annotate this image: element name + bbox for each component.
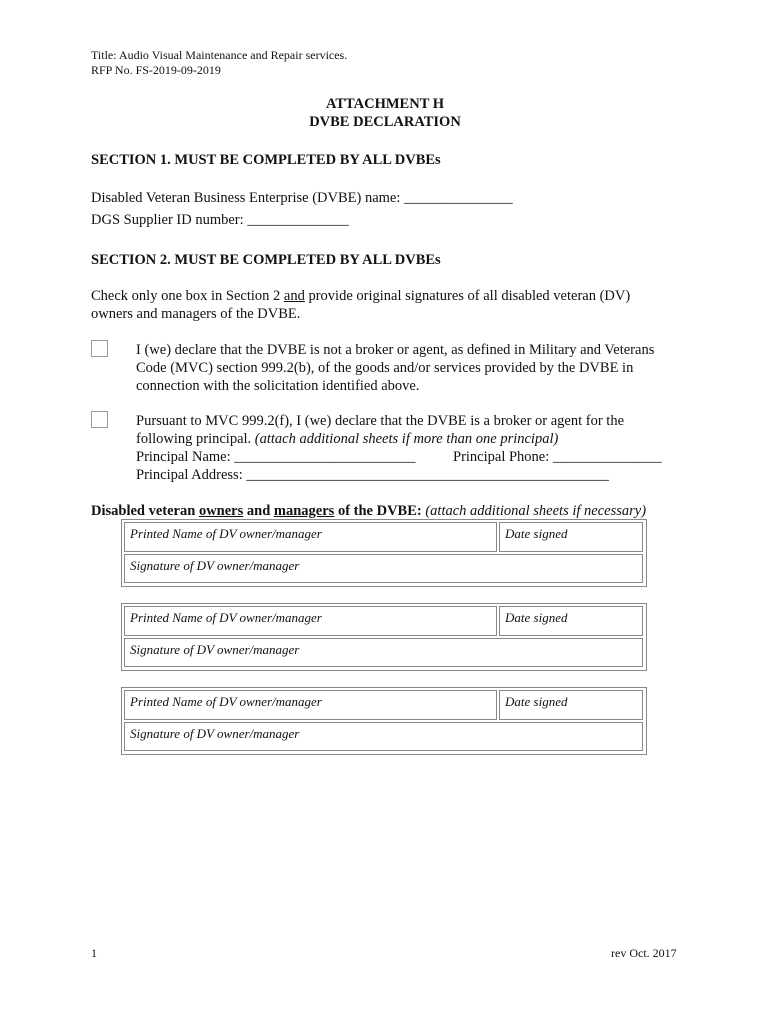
date-signed-field[interactable]: Date signed bbox=[499, 690, 643, 720]
not-broker-checkbox[interactable] bbox=[91, 340, 108, 357]
option2-line2-text: following principal. bbox=[136, 431, 255, 447]
signature-field[interactable]: Signature of DV owner/manager bbox=[124, 554, 643, 583]
date-signed-field[interactable]: Date signed bbox=[499, 522, 643, 552]
broker-agent-checkbox[interactable] bbox=[91, 411, 108, 428]
printed-name-field[interactable]: Printed Name of DV owner/manager bbox=[124, 522, 497, 552]
principal-name-field[interactable]: Principal Name: _________________________ bbox=[136, 449, 416, 465]
attachment-heading: ATTACHMENT H bbox=[325, 96, 445, 112]
principal-address-field[interactable]: Principal Address: __________________________________________________ bbox=[136, 467, 609, 483]
revision-date: rev Oct. 2017 bbox=[611, 946, 677, 960]
supplier-id-field[interactable]: DGS Supplier ID number: ______________ bbox=[91, 212, 349, 228]
owners-heading-a: Disabled veteran bbox=[91, 503, 199, 519]
section2-heading: SECTION 2. MUST BE COMPLETED BY ALL DVBEs bbox=[91, 252, 441, 268]
owners-heading-note: (attach additional sheets if necessary) bbox=[425, 503, 647, 519]
option1-line2: Code (MVC) section 999.2(b), of the goods and/or services provided by the DVBE in bbox=[136, 360, 634, 376]
dvbe-name-field[interactable]: Disabled Veteran Business Enterprise (DVBE) name: _______________ bbox=[91, 190, 513, 206]
option2-line2-note: (attach additional sheets if more than one principal) bbox=[254, 431, 559, 447]
option1-line1: I (we) declare that the DVBE is not a broker or agent, as defined in Military and Veterans bbox=[136, 342, 655, 358]
printed-name-field[interactable]: Printed Name of DV owner/manager bbox=[124, 606, 497, 636]
owners-heading-managers: managers bbox=[273, 503, 335, 519]
instr-and: and bbox=[283, 288, 305, 304]
date-signed-field[interactable]: Date signed bbox=[499, 606, 643, 636]
principal-phone-field[interactable]: Principal Phone: _______________ bbox=[453, 449, 662, 465]
signature-field[interactable]: Signature of DV owner/manager bbox=[124, 722, 643, 751]
owners-heading-owners: owners bbox=[198, 503, 244, 519]
signature-block bbox=[121, 603, 647, 671]
section2-instructions bbox=[91, 288, 630, 305]
rfp-number: RFP No. FS-2019-09-2019 bbox=[91, 63, 221, 77]
option2-line2 bbox=[136, 431, 558, 448]
owners-heading bbox=[91, 503, 646, 520]
instr-text-b: provide original signatures of all disabled veteran (DV) bbox=[304, 288, 631, 304]
declaration-heading: DVBE DECLARATION bbox=[309, 114, 461, 130]
section1-heading: SECTION 1. MUST BE COMPLETED BY ALL DVBEs bbox=[91, 152, 441, 168]
document-title-line: Title: Audio Visual Maintenance and Repair services. bbox=[91, 48, 348, 62]
signature-block bbox=[121, 687, 647, 755]
owners-heading-b: of the DVBE: bbox=[334, 503, 426, 519]
instr-text-a: Check only one box in Section 2 bbox=[91, 288, 284, 304]
signature-block bbox=[121, 519, 647, 587]
page-number: 1 bbox=[91, 946, 97, 960]
signature-field[interactable]: Signature of DV owner/manager bbox=[124, 638, 643, 667]
option1-line3: connection with the solicitation identified above. bbox=[136, 378, 420, 394]
section2-instructions-line2: owners and managers of the DVBE. bbox=[91, 306, 301, 322]
option2-line1: Pursuant to MVC 999.2(f), I (we) declare that the DVBE is a broker or agent for the bbox=[136, 413, 625, 429]
owners-heading-and: and bbox=[243, 503, 274, 519]
printed-name-field[interactable]: Printed Name of DV owner/manager bbox=[124, 690, 497, 720]
